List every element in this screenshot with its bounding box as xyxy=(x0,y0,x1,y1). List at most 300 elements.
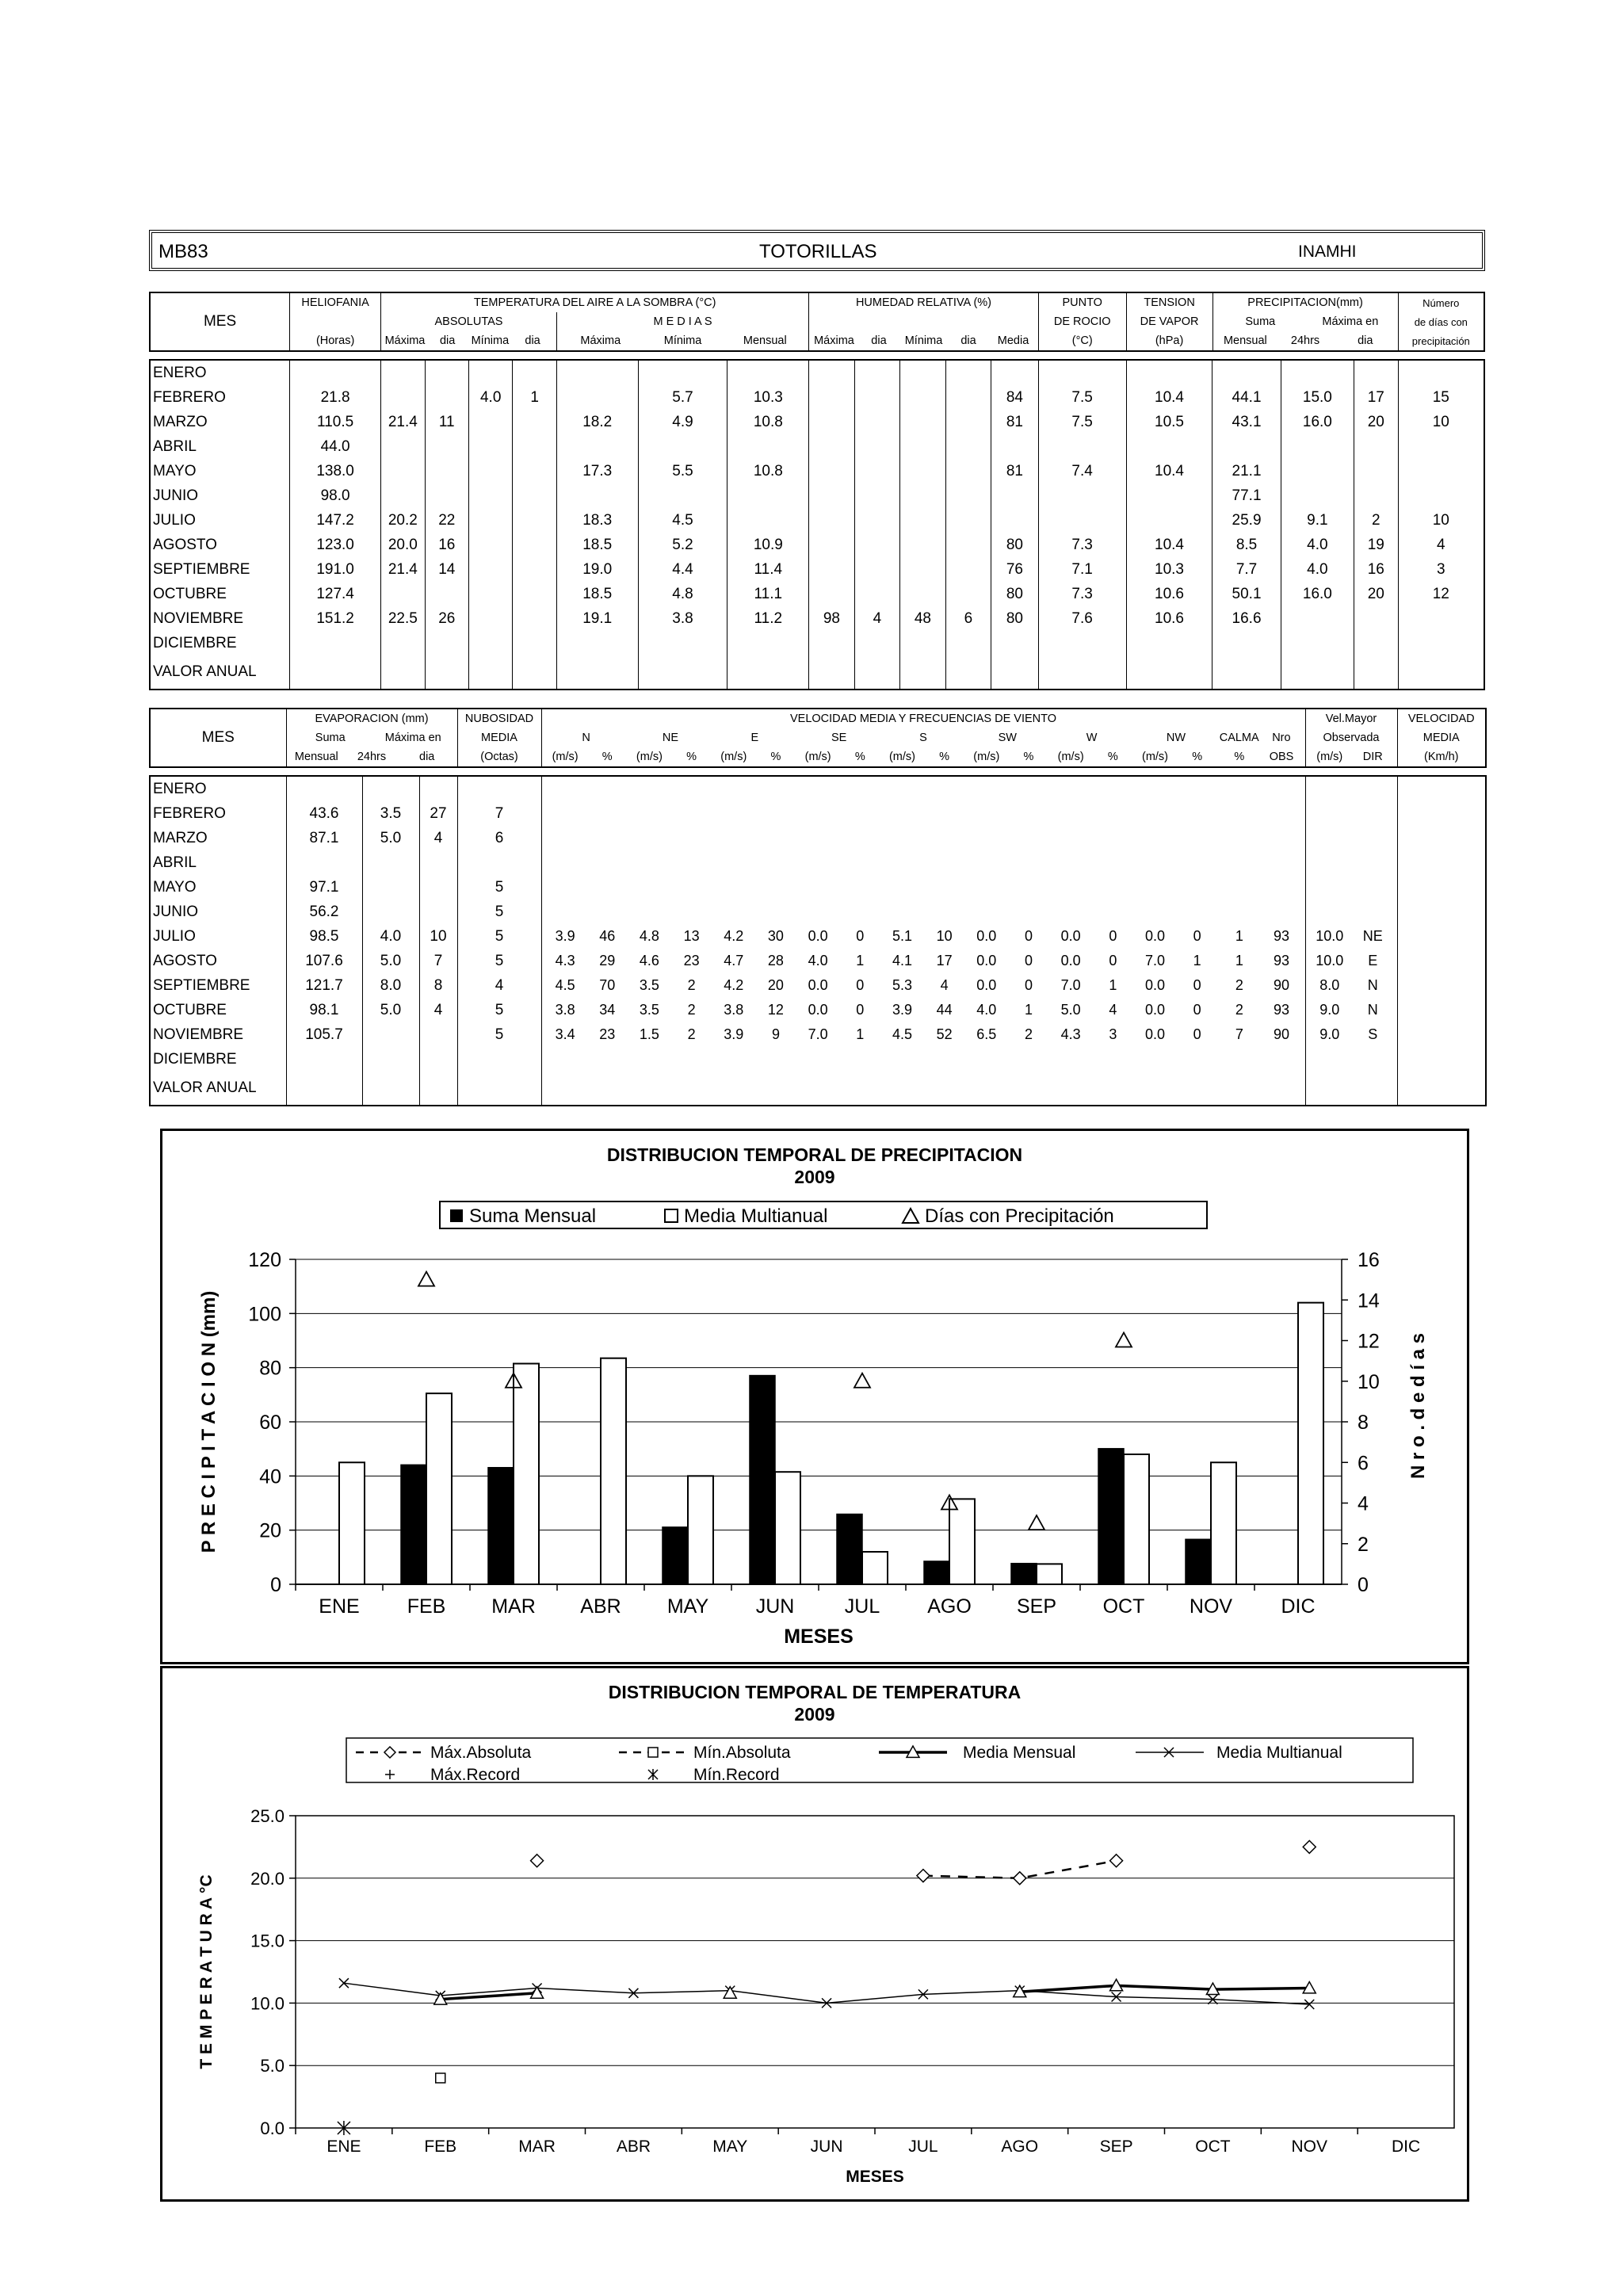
legend-swatch-suma xyxy=(450,1209,463,1222)
wind-dir-label: SW xyxy=(998,732,1017,744)
cell-velmayor xyxy=(1305,1072,1397,1106)
cell-cloud: 5 xyxy=(457,949,541,973)
cell-mm: 11.4 xyxy=(727,557,809,582)
wind-unit-label: % xyxy=(854,751,865,763)
month-label: MAYO xyxy=(150,875,286,900)
cell-ps: 21.1 xyxy=(1212,459,1281,483)
cell-cloud: 7 xyxy=(457,801,541,826)
month-label: MARZO xyxy=(150,410,290,434)
point-max-absoluta xyxy=(1303,1840,1316,1853)
wind-calma: 2 xyxy=(1235,1002,1243,1018)
cell-amx xyxy=(381,434,425,459)
cell-velocidad xyxy=(1397,776,1486,801)
x-tick-label: ENE xyxy=(327,2137,361,2156)
y-tick-label: 0.0 xyxy=(260,2118,285,2138)
table-row xyxy=(150,459,1484,483)
cell-hmx xyxy=(809,557,855,582)
vapor-sub: DE VAPOR xyxy=(1126,312,1212,331)
wind-unit-label: % xyxy=(939,751,950,763)
cell-hmn xyxy=(900,533,946,557)
x-tick-label: AGO xyxy=(1001,2137,1039,2156)
bar-suma-mensual xyxy=(663,1527,688,1584)
cell-h: 110.5 xyxy=(290,410,381,434)
plot-area xyxy=(296,1816,1454,2128)
cell-hmxd xyxy=(854,483,900,508)
cell-mm xyxy=(727,631,809,655)
evap-suma-label: Suma xyxy=(315,732,346,744)
cell-amx: 20.0 xyxy=(381,533,425,557)
cell-velocidad xyxy=(1397,949,1486,973)
cell-pd: 19 xyxy=(1354,533,1398,557)
bar-suma-mensual xyxy=(488,1468,514,1584)
cell-hmxd xyxy=(854,508,900,533)
cell-cloud: 5 xyxy=(457,875,541,900)
month-label: OCTUBRE xyxy=(150,582,290,606)
table-row xyxy=(150,360,1484,385)
cell-hmnd xyxy=(945,557,991,582)
cell-hmxd xyxy=(854,631,900,655)
velocidad-sub: MEDIA xyxy=(1397,728,1486,747)
legend-label: Días con Precipitación xyxy=(925,1205,1114,1227)
wind-value: 0.0 xyxy=(1144,1002,1165,1018)
cell-mm xyxy=(727,508,809,533)
cell-amx: 20.2 xyxy=(381,508,425,533)
cell-hmn xyxy=(900,582,946,606)
cell-hmxd xyxy=(854,385,900,410)
wind-dirs xyxy=(541,728,1305,747)
cell-hme: 76 xyxy=(991,557,1039,582)
cell-velocidad xyxy=(1397,998,1486,1022)
cell-tv xyxy=(1126,434,1212,459)
abs-sub xyxy=(381,331,557,351)
cell-mm: 10.8 xyxy=(727,459,809,483)
cell-cloud xyxy=(457,850,541,875)
cell-mmn: 3.8 xyxy=(638,606,727,631)
cell-p24 xyxy=(1281,631,1354,655)
cell-pr xyxy=(1038,434,1126,459)
cell-nd xyxy=(1398,434,1484,459)
point-max-absoluta xyxy=(1014,1872,1026,1885)
cell-amx xyxy=(381,459,425,483)
x-tick-label: ABR xyxy=(580,1595,621,1618)
cell-p24 xyxy=(1281,360,1354,385)
point-dias-precipitacion xyxy=(1029,1515,1044,1530)
y2-tick-label: 16 xyxy=(1358,1249,1380,1271)
month-label: MAYO xyxy=(150,459,290,483)
wind-value: 12 xyxy=(767,1002,784,1018)
cell-velmayor xyxy=(1305,1022,1397,1047)
cell-mmx: 18.3 xyxy=(556,508,638,533)
cell-amnd xyxy=(513,582,556,606)
cell-amxd: 22 xyxy=(425,508,468,533)
cell-p24 xyxy=(1281,434,1354,459)
cell-evap-day: 10 xyxy=(419,924,457,949)
y2-tick-label: 2 xyxy=(1358,1533,1369,1556)
wind-value: 1 xyxy=(1109,977,1117,993)
table-row xyxy=(150,801,1486,826)
wind-value: 0 xyxy=(1109,928,1117,944)
cell-mm: 10.3 xyxy=(727,385,809,410)
velmayor-ms-label: (m/s) xyxy=(1316,751,1343,763)
wind-value: 4.3 xyxy=(555,953,575,968)
wind-value: 2 xyxy=(687,1026,696,1042)
month-label: SEPTIEMBRE xyxy=(150,557,290,582)
x-tick-label: SEP xyxy=(1016,1595,1057,1618)
mes-header-2: MES xyxy=(150,709,286,767)
wind-value: 0.0 xyxy=(976,977,997,993)
wind-value: 34 xyxy=(599,1002,616,1018)
cell-velocidad xyxy=(1397,973,1486,998)
cell-velmayor xyxy=(1305,801,1397,826)
wind-value: 4.0 xyxy=(976,1002,997,1018)
table-row xyxy=(150,900,1486,924)
cell-nd: 4 xyxy=(1398,533,1484,557)
y2-tick-label: 14 xyxy=(1358,1289,1380,1312)
wind-value: 0 xyxy=(856,1002,865,1018)
cell-mm xyxy=(727,655,809,690)
cell-nd xyxy=(1398,606,1484,631)
cell-evap-day xyxy=(419,776,457,801)
evap-day-label: dia xyxy=(419,751,435,763)
evaporation-header: EVAPORACION (mm) xyxy=(286,709,457,728)
wind-unit-label: (m/s) xyxy=(1057,751,1084,763)
mes-header: MES xyxy=(150,292,290,351)
cell-mm: 10.9 xyxy=(727,533,809,557)
evap-sub2 xyxy=(286,728,457,747)
cell-velmayor xyxy=(1305,924,1397,949)
hum-media-label: Media xyxy=(997,334,1029,347)
wind-table-body xyxy=(149,775,1487,1106)
cell-evap-day xyxy=(419,1047,457,1072)
cell-hmn xyxy=(900,557,946,582)
cell-cloud xyxy=(457,776,541,801)
cell-velocidad xyxy=(1397,875,1486,900)
cell-wind-group xyxy=(541,875,1305,900)
velmayor-vm: 8.0 xyxy=(1319,977,1340,993)
hum-min-label: Mínima xyxy=(904,334,943,347)
wind-units xyxy=(541,747,1305,767)
cell-amxd xyxy=(425,631,468,655)
cell-hmn: 48 xyxy=(900,606,946,631)
month-label: ENERO xyxy=(150,360,290,385)
cell-nd xyxy=(1398,631,1484,655)
cell-evap-sum: 98.1 xyxy=(286,998,362,1022)
cell-mm: 11.1 xyxy=(727,582,809,606)
cell-amx xyxy=(381,483,425,508)
cell-ps: 50.1 xyxy=(1212,582,1281,606)
bar-media-multianual xyxy=(1298,1303,1323,1584)
climate-table-header xyxy=(149,292,1485,352)
cell-velmayor xyxy=(1305,900,1397,924)
x-tick-label: OCT xyxy=(1102,1595,1145,1618)
wind-unit-label: % xyxy=(1023,751,1034,763)
cell-tv xyxy=(1126,360,1212,385)
wind-unit-label: (m/s) xyxy=(636,751,663,763)
y-tick-label: 0 xyxy=(270,1574,281,1596)
legend-label: Media Mensual xyxy=(963,1744,1076,1762)
cell-cloud: 5 xyxy=(457,924,541,949)
x-tick-label: DIC xyxy=(1391,2137,1421,2156)
cell-evap-day xyxy=(419,900,457,924)
cell-hme xyxy=(991,483,1039,508)
y2-tick-label: 0 xyxy=(1358,1574,1369,1596)
wind-value: 2 xyxy=(687,1002,696,1018)
wind-value: 46 xyxy=(599,928,616,944)
wind-value: 3.9 xyxy=(892,1002,912,1018)
cell-nd: 3 xyxy=(1398,557,1484,582)
cell-pd: 17 xyxy=(1354,385,1398,410)
bar-media-multianual xyxy=(1124,1454,1149,1584)
legend-label: Mín.Absoluta xyxy=(693,1744,791,1762)
station-header xyxy=(149,230,1485,271)
velmayor-vd: NE xyxy=(1362,928,1383,944)
cell-hme xyxy=(991,508,1039,533)
velmayor-vd: N xyxy=(1367,1002,1378,1018)
cell-evap-24h xyxy=(362,900,419,924)
table-row xyxy=(150,924,1486,949)
cell-evap-day: 4 xyxy=(419,998,457,1022)
cell-amnd xyxy=(513,483,556,508)
cell-tv: 10.3 xyxy=(1126,557,1212,582)
cell-evap-24h: 8.0 xyxy=(362,973,419,998)
cell-h: 44.0 xyxy=(290,434,381,459)
abs-min-label: Mínima xyxy=(471,334,510,347)
bar-media-multianual xyxy=(862,1552,888,1584)
wind-value: 0 xyxy=(1024,928,1033,944)
cell-mmn: 4.4 xyxy=(638,557,727,582)
wind-value: 0 xyxy=(1193,1026,1201,1042)
wind-dir-label: W xyxy=(1086,732,1098,744)
velmayor-vd: N xyxy=(1367,977,1378,993)
absolutas-header: ABSOLUTAS xyxy=(381,312,557,331)
cell-pd xyxy=(1354,434,1398,459)
wind-value: 3.9 xyxy=(555,928,575,944)
wind-value: 1 xyxy=(856,1026,865,1042)
cell-hmxd xyxy=(854,557,900,582)
cell-pr: 7.5 xyxy=(1038,385,1126,410)
wind-nro: 93 xyxy=(1273,1002,1290,1018)
y2-tick-label: 10 xyxy=(1358,1370,1380,1393)
wind-value: 5.1 xyxy=(892,928,912,944)
cell-velocidad xyxy=(1397,801,1486,826)
cell-mmn: 5.2 xyxy=(638,533,727,557)
velmayor-vm: 9.0 xyxy=(1319,1002,1340,1018)
x-tick-label: NOV xyxy=(1291,2137,1328,2156)
cell-amx: 21.4 xyxy=(381,557,425,582)
y2-tick-label: 8 xyxy=(1358,1412,1369,1434)
cell-wind-group xyxy=(541,973,1305,998)
cell-hmnd: 6 xyxy=(945,606,991,631)
cell-amx: 22.5 xyxy=(381,606,425,631)
cell-amxd xyxy=(425,459,468,483)
cell-p24: 4.0 xyxy=(1281,533,1354,557)
abs-min-day-label: dia xyxy=(525,334,540,347)
wind-value: 3.8 xyxy=(555,1002,575,1018)
dew-point-unit: (°C) xyxy=(1038,331,1126,351)
wind-dir-label: CALMA xyxy=(1219,732,1259,744)
cell-velmayor xyxy=(1305,998,1397,1022)
wind-value: 3 xyxy=(1109,1026,1117,1042)
wind-value: 29 xyxy=(599,953,616,968)
cell-evap-sum: 56.2 xyxy=(286,900,362,924)
med-mensual-label: Mensual xyxy=(743,334,787,347)
cell-mmx: 18.5 xyxy=(556,582,638,606)
cell-h: 127.4 xyxy=(290,582,381,606)
month-label: FEBRERO xyxy=(150,801,286,826)
wind-unit-label: (m/s) xyxy=(552,751,579,763)
cell-mmn xyxy=(638,631,727,655)
cell-velocidad xyxy=(1397,900,1486,924)
table-row xyxy=(150,998,1486,1022)
wind-unit-label: % xyxy=(1192,751,1203,763)
wind-value: 0 xyxy=(1109,953,1117,968)
cell-hmxd xyxy=(854,434,900,459)
cell-hmn xyxy=(900,459,946,483)
cell-evap-24h xyxy=(362,875,419,900)
cell-wind-group xyxy=(541,949,1305,973)
hum-min-day-label: dia xyxy=(960,334,976,347)
wind-unit-label: (m/s) xyxy=(720,751,747,763)
cell-evap-sum: 105.7 xyxy=(286,1022,362,1047)
cell-mmn xyxy=(638,483,727,508)
cell-evap-24h: 4.0 xyxy=(362,924,419,949)
wind-value: 0 xyxy=(856,928,865,944)
cell-mmx: 18.5 xyxy=(556,533,638,557)
cell-amxd xyxy=(425,483,468,508)
month-label: OCTUBRE xyxy=(150,998,286,1022)
cell-mmx xyxy=(556,385,638,410)
wind-value: 3.5 xyxy=(639,1002,659,1018)
cell-amn: 4.0 xyxy=(468,385,512,410)
month-label: VALOR ANUAL xyxy=(150,655,290,690)
cell-tv xyxy=(1126,508,1212,533)
cell-velocidad xyxy=(1397,826,1486,850)
dew-point-sub: DE ROCIO xyxy=(1038,312,1126,331)
wind-unit-label: (m/s) xyxy=(888,751,915,763)
wind-value: 0.0 xyxy=(808,977,828,993)
table-row xyxy=(150,973,1486,998)
wind-value: 0.0 xyxy=(1144,977,1165,993)
velmayor-vm: 10.0 xyxy=(1316,953,1344,968)
wind-unit-label: (m/s) xyxy=(973,751,1000,763)
cell-evap-24h xyxy=(362,776,419,801)
cell-amn xyxy=(468,631,512,655)
cell-cloud xyxy=(457,1047,541,1072)
wind-value: 9 xyxy=(771,1026,780,1042)
y-tick-label: 10.0 xyxy=(250,1993,285,2014)
month-label: AGOSTO xyxy=(150,949,286,973)
cell-wind-group xyxy=(541,900,1305,924)
cell-amx: 21.4 xyxy=(381,410,425,434)
cell-amn xyxy=(468,533,512,557)
wind-value: 4.5 xyxy=(555,977,575,993)
cell-h xyxy=(290,631,381,655)
cell-hmnd xyxy=(945,360,991,385)
cell-pd xyxy=(1354,360,1398,385)
wind-value: 0 xyxy=(1193,1002,1201,1018)
cell-hmx xyxy=(809,459,855,483)
precip-day-label: dia xyxy=(1358,334,1373,347)
wind-nro: 93 xyxy=(1273,928,1290,944)
wind-dir-label: E xyxy=(750,732,759,744)
hum-max-day-label: dia xyxy=(871,334,887,347)
cell-nd: 12 xyxy=(1398,582,1484,606)
cell-amx xyxy=(381,360,425,385)
cell-h: 151.2 xyxy=(290,606,381,631)
temp-chart-year: 2009 xyxy=(794,1704,835,1725)
cell-mm xyxy=(727,360,809,385)
x-tick-label: JUL xyxy=(908,2137,938,2156)
cell-evap-day: 4 xyxy=(419,826,457,850)
cell-hmn xyxy=(900,434,946,459)
bar-media-multianual xyxy=(688,1476,713,1584)
cell-hmnd xyxy=(945,582,991,606)
x-tick-label: FEB xyxy=(407,1595,446,1618)
cell-wind-group xyxy=(541,1072,1305,1106)
cell-pd xyxy=(1354,631,1398,655)
wind-calma: 1 xyxy=(1235,953,1243,968)
cell-wind-group xyxy=(541,776,1305,801)
wind-value: 70 xyxy=(599,977,616,993)
table-row xyxy=(150,850,1486,875)
y2-axis-title: N r o . d e d í a s xyxy=(1407,1332,1429,1480)
cell-h: 123.0 xyxy=(290,533,381,557)
cell-hmxd: 4 xyxy=(854,606,900,631)
wind-value: 2 xyxy=(687,977,696,993)
cell-evap-day xyxy=(419,850,457,875)
x-tick-label: NOV xyxy=(1189,1595,1233,1618)
cell-hmx xyxy=(809,385,855,410)
cloud-sub: MEDIA xyxy=(457,728,541,747)
cell-amx xyxy=(381,655,425,690)
temperature-chart xyxy=(162,1668,1467,2199)
table-row xyxy=(150,533,1484,557)
med-max-label: Máxima xyxy=(580,334,621,347)
cell-hme xyxy=(991,434,1039,459)
cell-pr xyxy=(1038,483,1126,508)
cell-evap-24h: 5.0 xyxy=(362,949,419,973)
cell-evap-day: 27 xyxy=(419,801,457,826)
cell-p24 xyxy=(1281,459,1354,483)
cell-hmnd xyxy=(945,459,991,483)
cell-mmx: 17.3 xyxy=(556,459,638,483)
wind-value: 3.4 xyxy=(555,1026,575,1042)
wind-unit-label: (m/s) xyxy=(804,751,831,763)
cell-h: 98.0 xyxy=(290,483,381,508)
point-min-absoluta xyxy=(436,2073,445,2083)
cell-amxd: 14 xyxy=(425,557,468,582)
cell-amxd: 11 xyxy=(425,410,468,434)
cell-pd: 20 xyxy=(1354,582,1398,606)
wind-calma: 2 xyxy=(1235,977,1243,993)
cell-hmx xyxy=(809,483,855,508)
cell-hmn xyxy=(900,655,946,690)
cell-evap-day xyxy=(419,875,457,900)
line-media-mensual xyxy=(1020,1985,1310,1992)
humidity-header: HUMEDAD RELATIVA (%) xyxy=(809,292,1039,312)
cell-hmn xyxy=(900,508,946,533)
cell-velmayor xyxy=(1305,875,1397,900)
cell-velmayor xyxy=(1305,826,1397,850)
cell-amnd: 1 xyxy=(513,385,556,410)
month-label: ENERO xyxy=(150,776,286,801)
bar-suma-mensual xyxy=(1011,1564,1037,1584)
cell-pd xyxy=(1354,483,1398,508)
wind-unit-label: (m/s) xyxy=(1141,751,1168,763)
wind-value: 7.0 xyxy=(808,1026,828,1042)
wind-value: 1.5 xyxy=(639,1026,659,1042)
med-min-label: Mínima xyxy=(663,334,702,347)
